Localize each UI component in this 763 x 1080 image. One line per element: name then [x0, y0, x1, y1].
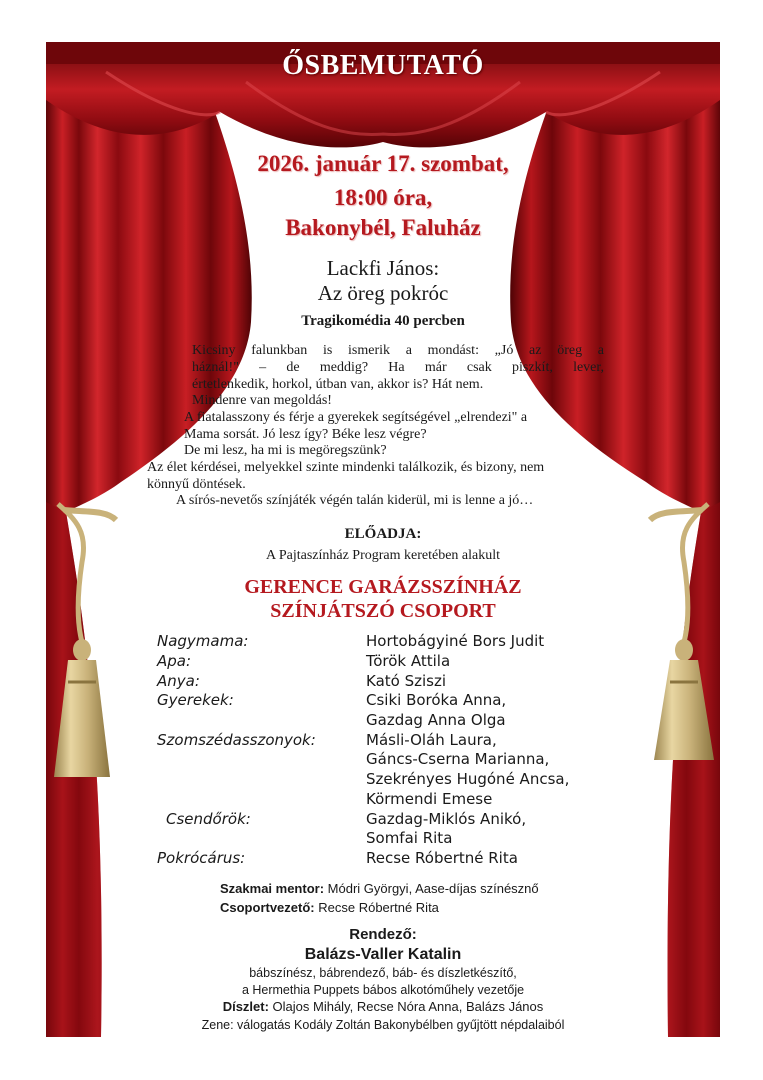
poster-title: ŐSBEMUTATÓ — [282, 50, 484, 81]
presenter-context: A Pajtaszínház Program keretében alakult — [265, 548, 501, 563]
cast-role: Csendőrök: — [166, 810, 251, 828]
director-role: a Hermethia Puppets bábos alkotóműhely vezetője — [241, 983, 525, 997]
description-line: Kicsiny falunkban is ismerik a mondást: „Jó az öreg a — [192, 343, 604, 358]
cast-actor: Recse Róbertné Rita — [366, 849, 518, 867]
presenter-heading: ELŐADJA: — [344, 526, 422, 542]
description-line: A sírós-nevetős színjáték végén talán kiderül, mi is lenne a jó… — [176, 493, 534, 508]
leader-label: Csoportvezető: — [220, 900, 315, 915]
cast-actor: Hortobágyiné Bors Judit — [366, 632, 545, 650]
cast-role: Apa: — [157, 652, 192, 670]
leader-credit — [220, 900, 439, 915]
leader-value: Recse Róbertné Rita — [314, 900, 439, 915]
description-line: Az élet kérdései, melyekkel szinte mindenki találkozik, és bizony, nem — [147, 460, 545, 475]
description-line: Mindenre van megoldás! — [192, 393, 332, 408]
event-venue: Bakonybél, Faluház — [285, 215, 481, 240]
cast-actor: Másli-Oláh Laura, — [366, 731, 497, 749]
cast-actor: Török Attila — [366, 652, 451, 670]
director-heading: Rendező: — [349, 926, 417, 943]
mentor-label: Szakmai mentor: — [220, 881, 325, 896]
cast-actor: Gazdag-Miklós Anikó, — [366, 810, 527, 828]
play-genre: Tragikomédia 40 percben — [301, 313, 465, 329]
cast-actor: Kató Sziszi — [366, 672, 447, 690]
description-line: A fiatalasszony és férje a gyerekek segítségével „elrendezi" a — [184, 410, 528, 425]
play-title: Az öreg pokróc — [317, 281, 449, 305]
description-line: értetlenkedik, horkol, útban van, akkor is? Hát nem. — [192, 377, 484, 392]
mentor-credit — [220, 881, 539, 896]
mentor-value: Módri Györgyi, Aase-díjas színésznő — [324, 881, 539, 896]
director-name: Balázs-Valler Katalin — [304, 946, 462, 963]
cast-role: Gyerekek: — [157, 691, 234, 709]
poster — [46, 42, 720, 1037]
description-line: könnyű döntések. — [147, 477, 246, 492]
cast-actor: Csiki Boróka Anna, — [366, 691, 507, 709]
cast-actor: Somfai Rita — [366, 829, 453, 847]
director-role: bábszínész, bábrendező, báb- és díszletkészítő, — [249, 966, 517, 980]
cast-role: Nagymama: — [157, 632, 249, 650]
cast-actor: Gáncs-Cserna Marianna, — [366, 750, 550, 768]
set-value: Olajos Mihály, Recse Nóra Anna, Balázs János — [268, 999, 544, 1014]
cast-role: Szomszédasszonyok: — [157, 731, 316, 749]
cast-actor: Szekrényes Hugóné Ancsa, — [366, 770, 570, 788]
cast-role: Anya: — [157, 672, 200, 690]
troupe-name-line2: SZÍNJÁTSZÓ CSOPORT — [270, 600, 496, 622]
music-credit: Zene: válogatás Kodály Zoltán Bakonybélben gyűjtött népdalaiból — [201, 1018, 565, 1032]
cast-actor: Gazdag Anna Olga — [366, 711, 506, 729]
set-label: Díszlet: — [222, 999, 269, 1014]
cast-actor: Körmendi Emese — [366, 790, 493, 808]
description-line: De mi lesz, ha mi is megöregszünk? — [184, 443, 387, 458]
troupe-name-line1: GERENCE GARÁZSSZÍNHÁZ — [244, 576, 522, 598]
play-author: Lackfi János: — [326, 256, 440, 280]
description-line: háznál!" – de meddig? Ha már csak piszkít, lever, — [192, 360, 604, 375]
set-credit — [46, 999, 720, 1014]
event-date: 2026. január 17. szombat, — [257, 151, 509, 176]
event-time: 18:00 óra, — [333, 185, 433, 210]
cast-role: Pokrócárus: — [157, 849, 246, 867]
description-line: Mama sorsát. Jó lesz így? Béke lesz végre? — [184, 427, 427, 442]
